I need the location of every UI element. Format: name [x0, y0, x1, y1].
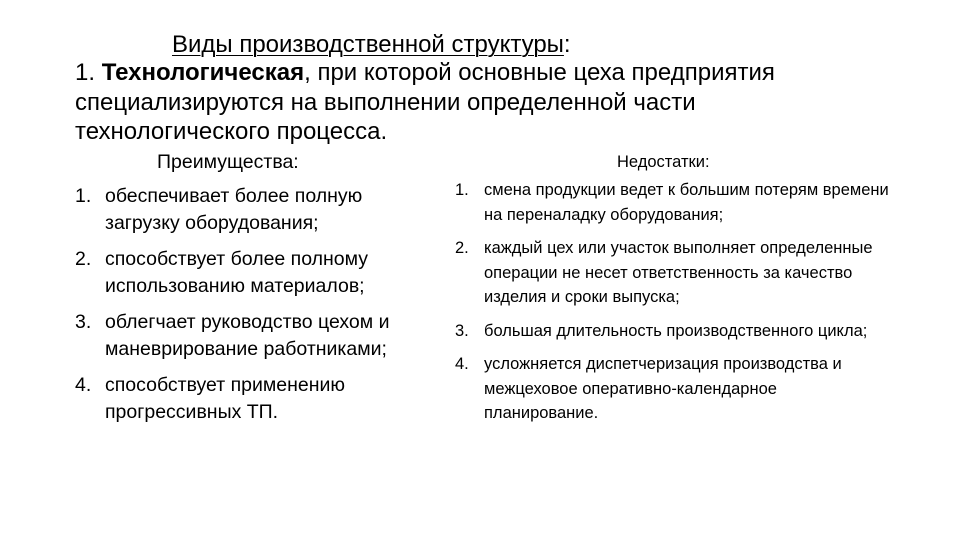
disadvantages-item-number: 2. [455, 239, 469, 257]
advantages-list [75, 183, 435, 426]
disadvantages-item-number: 3. [455, 321, 469, 340]
disadvantages-item-text: смена продукции ведет к большим потерям времени на переналадку оборудования; [484, 181, 889, 224]
slide-heading [172, 30, 571, 60]
advantages-item-number: 3. [75, 311, 92, 333]
disadvantages-item-number: 4. [455, 355, 469, 373]
advantages-title: Преимущества: [157, 151, 299, 173]
slide-title-colon: : [563, 31, 571, 58]
disadvantages-title: Недостатки: [617, 153, 710, 171]
advantages-item-text: способствует более полному использованию материалов; [105, 248, 369, 297]
disadvantages-item-text: большая длительность производственного цикла; [484, 321, 868, 340]
disadvantages-column [455, 150, 895, 435]
advantages-item-number: 1. [75, 185, 92, 207]
advantages-item-text: обеспечивает более полную загрузку оборудования; [105, 185, 363, 234]
intro-term: Технологическая [101, 59, 305, 86]
advantages-column [75, 148, 435, 435]
advantages-list-item [75, 183, 435, 237]
disadvantages-list-item [455, 236, 895, 310]
advantages-item-number: 2. [75, 248, 92, 270]
advantages-item-text: облегчает руководство цехом и маневрирование работниками; [105, 311, 390, 360]
advantages-list-item [75, 246, 435, 300]
disadvantages-list [455, 178, 895, 426]
advantages-item-number: 4. [75, 374, 92, 396]
advantages-list-item [75, 372, 435, 426]
intro-paragraph [75, 58, 875, 147]
intro-description: , при которой основные цеха предприятия специализируются на выполнении определенной части технологического процесса. [75, 59, 775, 145]
disadvantages-item-number: 1. [455, 181, 469, 199]
disadvantages-item-text: каждый цех или участок выполняет определенные операции не несет ответственность за качество изделия и сроки выпуска; [484, 239, 873, 306]
disadvantages-list-item [455, 319, 895, 344]
advantages-item-text: способствует применению прогрессивных ТП. [105, 374, 346, 423]
disadvantages-item-text: усложняется диспетчеризация производства и межцеховое оперативно-календарное планирование. [484, 355, 842, 422]
slide-title: Виды производственной структуры [172, 31, 564, 58]
disadvantages-list-item [455, 352, 895, 426]
disadvantages-list-item [455, 178, 895, 227]
intro-number: 1. [75, 59, 96, 86]
advantages-list-item [75, 309, 435, 363]
